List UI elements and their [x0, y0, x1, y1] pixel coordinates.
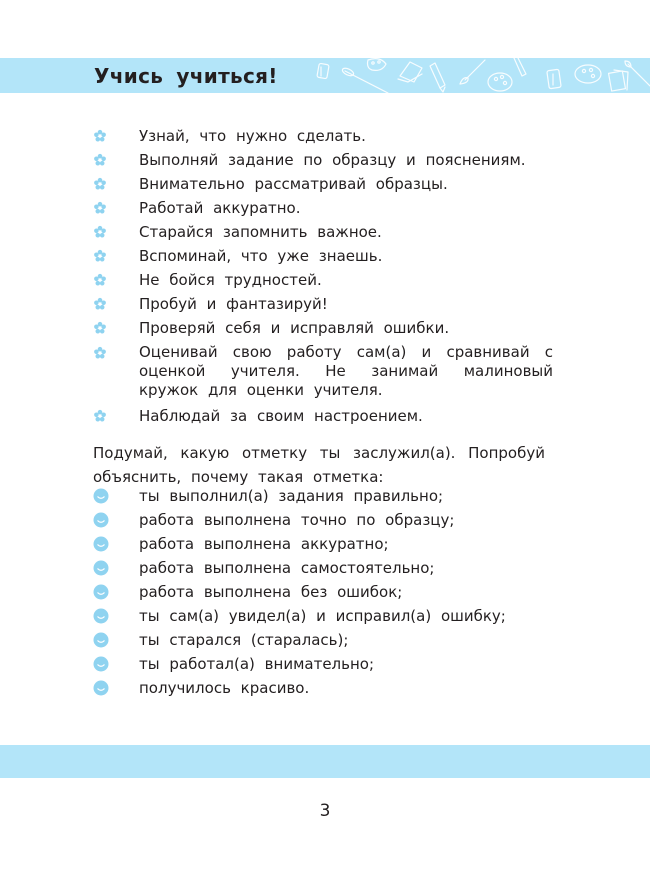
- criterion-text: работа выполнена точно по образцу;: [139, 511, 455, 529]
- rule-text: Пробуй и фантазируй!: [139, 295, 328, 313]
- list-item: [93, 580, 553, 604]
- assessment-intro: Подумай, какую отметку ты заслужил(а). Попробуй объяснить, почему такая отметка:: [93, 444, 545, 486]
- paper-stack-icon: [398, 62, 422, 82]
- list-item: [93, 508, 553, 532]
- criterion-text: работа выполнена аккуратно;: [139, 535, 389, 553]
- smiley-face-icon: [93, 656, 109, 672]
- palette-icon: [575, 65, 601, 83]
- rule-text: Работай аккуратно.: [139, 199, 301, 217]
- paintbrush-icon: [341, 67, 388, 93]
- list-item: [93, 292, 553, 316]
- paintbrush-icon: [460, 60, 485, 84]
- list-item: [93, 404, 553, 428]
- smiley-face-icon: [93, 632, 109, 648]
- flower-icon: [93, 129, 107, 143]
- rule-text: Не бойся трудностей.: [139, 271, 322, 289]
- criterion-text: ты работал(а) внимательно;: [139, 655, 375, 673]
- flower-icon: [93, 249, 107, 263]
- list-item: [93, 628, 553, 652]
- flower-icon: [93, 297, 107, 311]
- flower-icon: [93, 225, 107, 239]
- criterion-text: ты старался (старалась);: [139, 631, 349, 649]
- pencil-sharpener-icon: [317, 63, 329, 79]
- rule-text: Наблюдай за своим настроением.: [139, 407, 423, 425]
- flower-icon: [93, 153, 107, 167]
- page-number: 3: [319, 801, 331, 821]
- smiley-face-icon: [93, 536, 109, 552]
- list-item: [93, 340, 553, 404]
- rule-text: Проверяй себя и исправляй ошибки.: [139, 319, 450, 337]
- list-item: [93, 268, 553, 292]
- pencil-sharpener-icon: [547, 69, 561, 88]
- list-item: [93, 484, 553, 508]
- list-item: [93, 124, 553, 148]
- palette-icon: [488, 73, 512, 91]
- assessment-criteria-list: [93, 484, 553, 700]
- paper-stack-icon: [609, 70, 628, 91]
- criterion-text: получилось красиво.: [139, 679, 310, 697]
- rule-text: Выполняй задание по образцу и пояснениям.: [139, 151, 526, 169]
- flower-icon: [93, 273, 107, 287]
- list-item: [93, 220, 553, 244]
- paintbrush-icon: [625, 61, 650, 86]
- smiley-face-icon: [93, 488, 109, 504]
- criterion-text: работа выполнена без ошибок;: [139, 583, 403, 601]
- criterion-text: работа выполнена самостоятельно;: [139, 559, 435, 577]
- pencil-icon: [430, 63, 445, 92]
- list-item: [93, 244, 553, 268]
- palette-icon: [368, 59, 387, 71]
- smiley-face-icon: [93, 560, 109, 576]
- flower-icon: [93, 409, 107, 423]
- criterion-text: ты выполнил(а) задания правильно;: [139, 487, 444, 505]
- footer-band: [0, 745, 650, 778]
- list-item: [93, 676, 553, 700]
- smiley-face-icon: [93, 680, 109, 696]
- list-item: [93, 604, 553, 628]
- flower-icon: [93, 321, 107, 335]
- rule-text: Узнай, что нужно сделать.: [139, 127, 366, 145]
- list-item: [93, 172, 553, 196]
- study-rules-list: [93, 124, 553, 428]
- list-item: [93, 532, 553, 556]
- rule-text: Оценивай свою работу сам(а) и сравнивай с оценкой учителя. Не занимай малиновый кружок для оценки учителя.: [139, 343, 553, 399]
- flower-icon: [93, 177, 107, 191]
- list-item: [93, 652, 553, 676]
- pencil-icon: [514, 58, 526, 76]
- smiley-face-icon: [93, 512, 109, 528]
- smiley-face-icon: [93, 608, 109, 624]
- list-item: [93, 556, 553, 580]
- criterion-text: ты сам(а) увидел(а) и исправил(а) ошибку;: [139, 607, 506, 625]
- list-item: [93, 316, 553, 340]
- smiley-face-icon: [93, 584, 109, 600]
- rule-text: Внимательно рассматривай образцы.: [139, 175, 448, 193]
- flower-icon: [93, 346, 107, 360]
- rule-text: Вспоминай, что уже знаешь.: [139, 247, 383, 265]
- list-item: [93, 196, 553, 220]
- rule-text: Старайся запомнить важное.: [139, 223, 382, 241]
- flower-icon: [93, 201, 107, 215]
- list-item: [93, 148, 553, 172]
- school-supplies-doodles-icon: [300, 58, 650, 93]
- page-title: Учись учиться!: [94, 64, 278, 88]
